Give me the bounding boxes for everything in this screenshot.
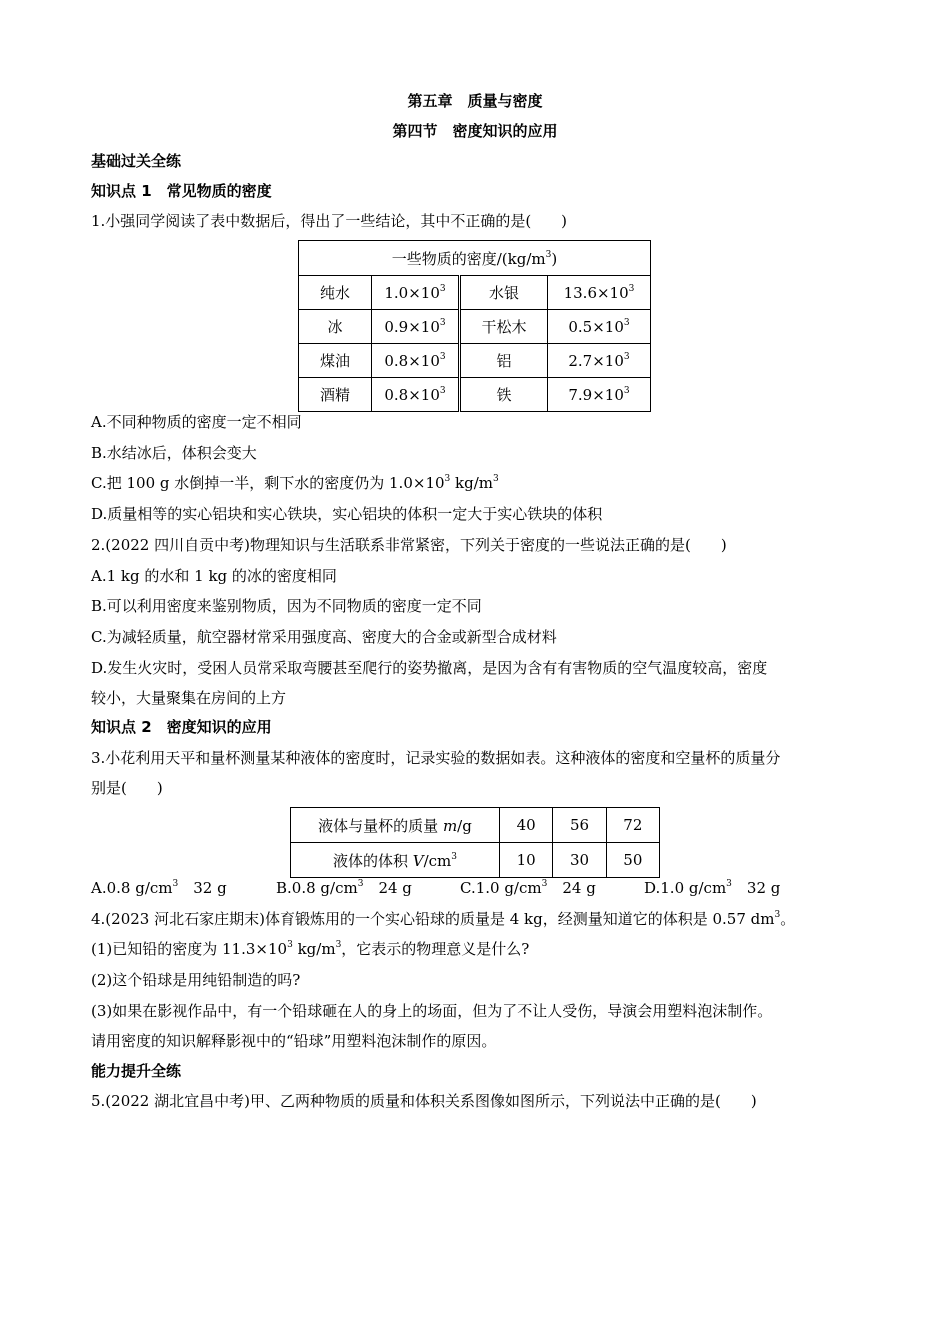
substance-name: 水银 (460, 276, 548, 310)
table-row (291, 843, 660, 878)
table-cell: 30 (553, 843, 606, 878)
q3-option-d: D.1.0 $g/cm^3$ 32 g (644, 879, 781, 897)
density-table (298, 240, 651, 412)
q4-part1: (1)已知铅的密度为 $11.3\times 10^3$ $kg/m^3$，它表示的物理意义是什么? (91, 940, 530, 958)
q1-option-d: D.质量相等的实心铝块和实心铁块，实心铝块的体积一定大于实心铁块的体积 (91, 505, 603, 523)
substance-name: 冰 (299, 310, 372, 344)
chapter-title: 第五章 质量与密度 (407, 92, 543, 110)
table-row (299, 276, 651, 310)
knowledge-point-2: 知识点 2 密度知识的应用 (91, 718, 272, 736)
part2-heading: 能力提升全练 (91, 1062, 182, 1080)
density-value: $0.9\times 10^3$ (372, 310, 460, 344)
density-value: $1.0\times 10^3$ (372, 276, 460, 310)
q1-option-a: A.不同种物质的密度一定不相同 (91, 413, 302, 431)
q5-stem: 5.(2022 湖北宜昌中考)甲、乙两种物质的质量和体积关系图像如图所示，下列说法中正确的是( ) (91, 1092, 757, 1110)
density-value: $0.8\times 10^3$ (372, 344, 460, 378)
table-cell: 10 (500, 843, 553, 878)
q4-part2: (2)这个铅球是用纯铅制造的吗? (91, 971, 301, 989)
q3-stem-line2: 别是( ) (91, 779, 163, 797)
q1-stem: 1.小强同学阅读了表中数据后，得出了一些结论，其中不正确的是( ) (91, 212, 568, 230)
density-value: $2.7\times 10^3$ (548, 344, 651, 378)
substance-name: 铝 (460, 344, 548, 378)
density-table-caption: 一些物质的密度$/(kg/m^3)$ (299, 241, 651, 276)
liquid-table (290, 807, 660, 878)
knowledge-point-1: 知识点 1 常见物质的密度 (91, 182, 272, 200)
substance-name: 干松木 (460, 310, 548, 344)
mass-label: 液体与量杯的质量 m/g (291, 808, 500, 843)
q4-part3-line1: (3)如果在影视作品中，有一个铅球砸在人的身上的场面，但为了不让人受伤，导演会用塑料泡沫制作。 (91, 1002, 773, 1020)
density-value: $7.9\times 10^3$ (548, 378, 651, 412)
table-cell: 50 (606, 843, 659, 878)
substance-name: 酒精 (299, 378, 372, 412)
q3-stem-line1: 3.小花利用天平和量杯测量某种液体的密度时，记录实验的数据如表。这种液体的密度和空量杯的质量分 (91, 749, 781, 767)
table-cell: 56 (553, 808, 606, 843)
density-value: $0.5\times 10^3$ (548, 310, 651, 344)
density-value: $13.6\times 10^3$ (548, 276, 651, 310)
substance-name: 纯水 (299, 276, 372, 310)
q3-option-c: C.1.0 $g/cm^3$ 24 g (460, 879, 596, 897)
q3-option-b: B.0.8 $g/cm^3$ 24 g (276, 879, 412, 897)
substance-name: 煤油 (299, 344, 372, 378)
volume-label: 液体的体积 $V/cm^3$ (291, 843, 500, 878)
q4-part3-line2: 请用密度的知识解释影视中的“铅球”用塑料泡沫制作的原因。 (91, 1032, 497, 1050)
density-value: $0.8\times 10^3$ (372, 378, 460, 412)
q1-option-c: C.把 100 g 水倒掉一半，剩下水的密度仍为 $1.0\times 10^3$ $kg/m^3$ (91, 474, 499, 492)
q1-option-b: B.水结冰后，体积会变大 (91, 444, 257, 462)
table-row (291, 808, 660, 843)
section-title: 第四节 密度知识的应用 (392, 122, 558, 140)
part1-heading: 基础过关全练 (91, 152, 182, 170)
q2-option-b: B.可以利用密度来鉴别物质，因为不同物质的密度一定不同 (91, 597, 482, 615)
q3-option-a: A.0.8 $g/cm^3$ 32 g (91, 879, 227, 897)
q2-option-d-line2: 较小，大量聚集在房间的上方 (91, 689, 287, 707)
q4-stem: 4.(2023 河北石家庄期末)体育锻炼用的一个实心铅球的质量是 4 kg，经测量知道它的体积是 0.57 $dm^3$。 (91, 910, 796, 928)
table-row (299, 310, 651, 344)
q2-option-a: A.1 kg 的水和 1 kg 的冰的密度相同 (91, 567, 337, 585)
substance-name: 铁 (460, 378, 548, 412)
table-cell: 40 (500, 808, 553, 843)
q2-option-d-line1: D.发生火灾时，受困人员常采取弯腰甚至爬行的姿势撤离，是因为含有有害物质的空气温度较高，密度 (91, 659, 768, 677)
table-row (299, 344, 651, 378)
table-row (299, 378, 651, 412)
q2-stem: 2.(2022 四川自贡中考)物理知识与生活联系非常紧密，下列关于密度的一些说法正确的是( ) (91, 536, 727, 554)
table-cell: 72 (606, 808, 659, 843)
q2-option-c: C.为减轻质量，航空器材常采用强度高、密度大的合金或新型合成材料 (91, 628, 557, 646)
